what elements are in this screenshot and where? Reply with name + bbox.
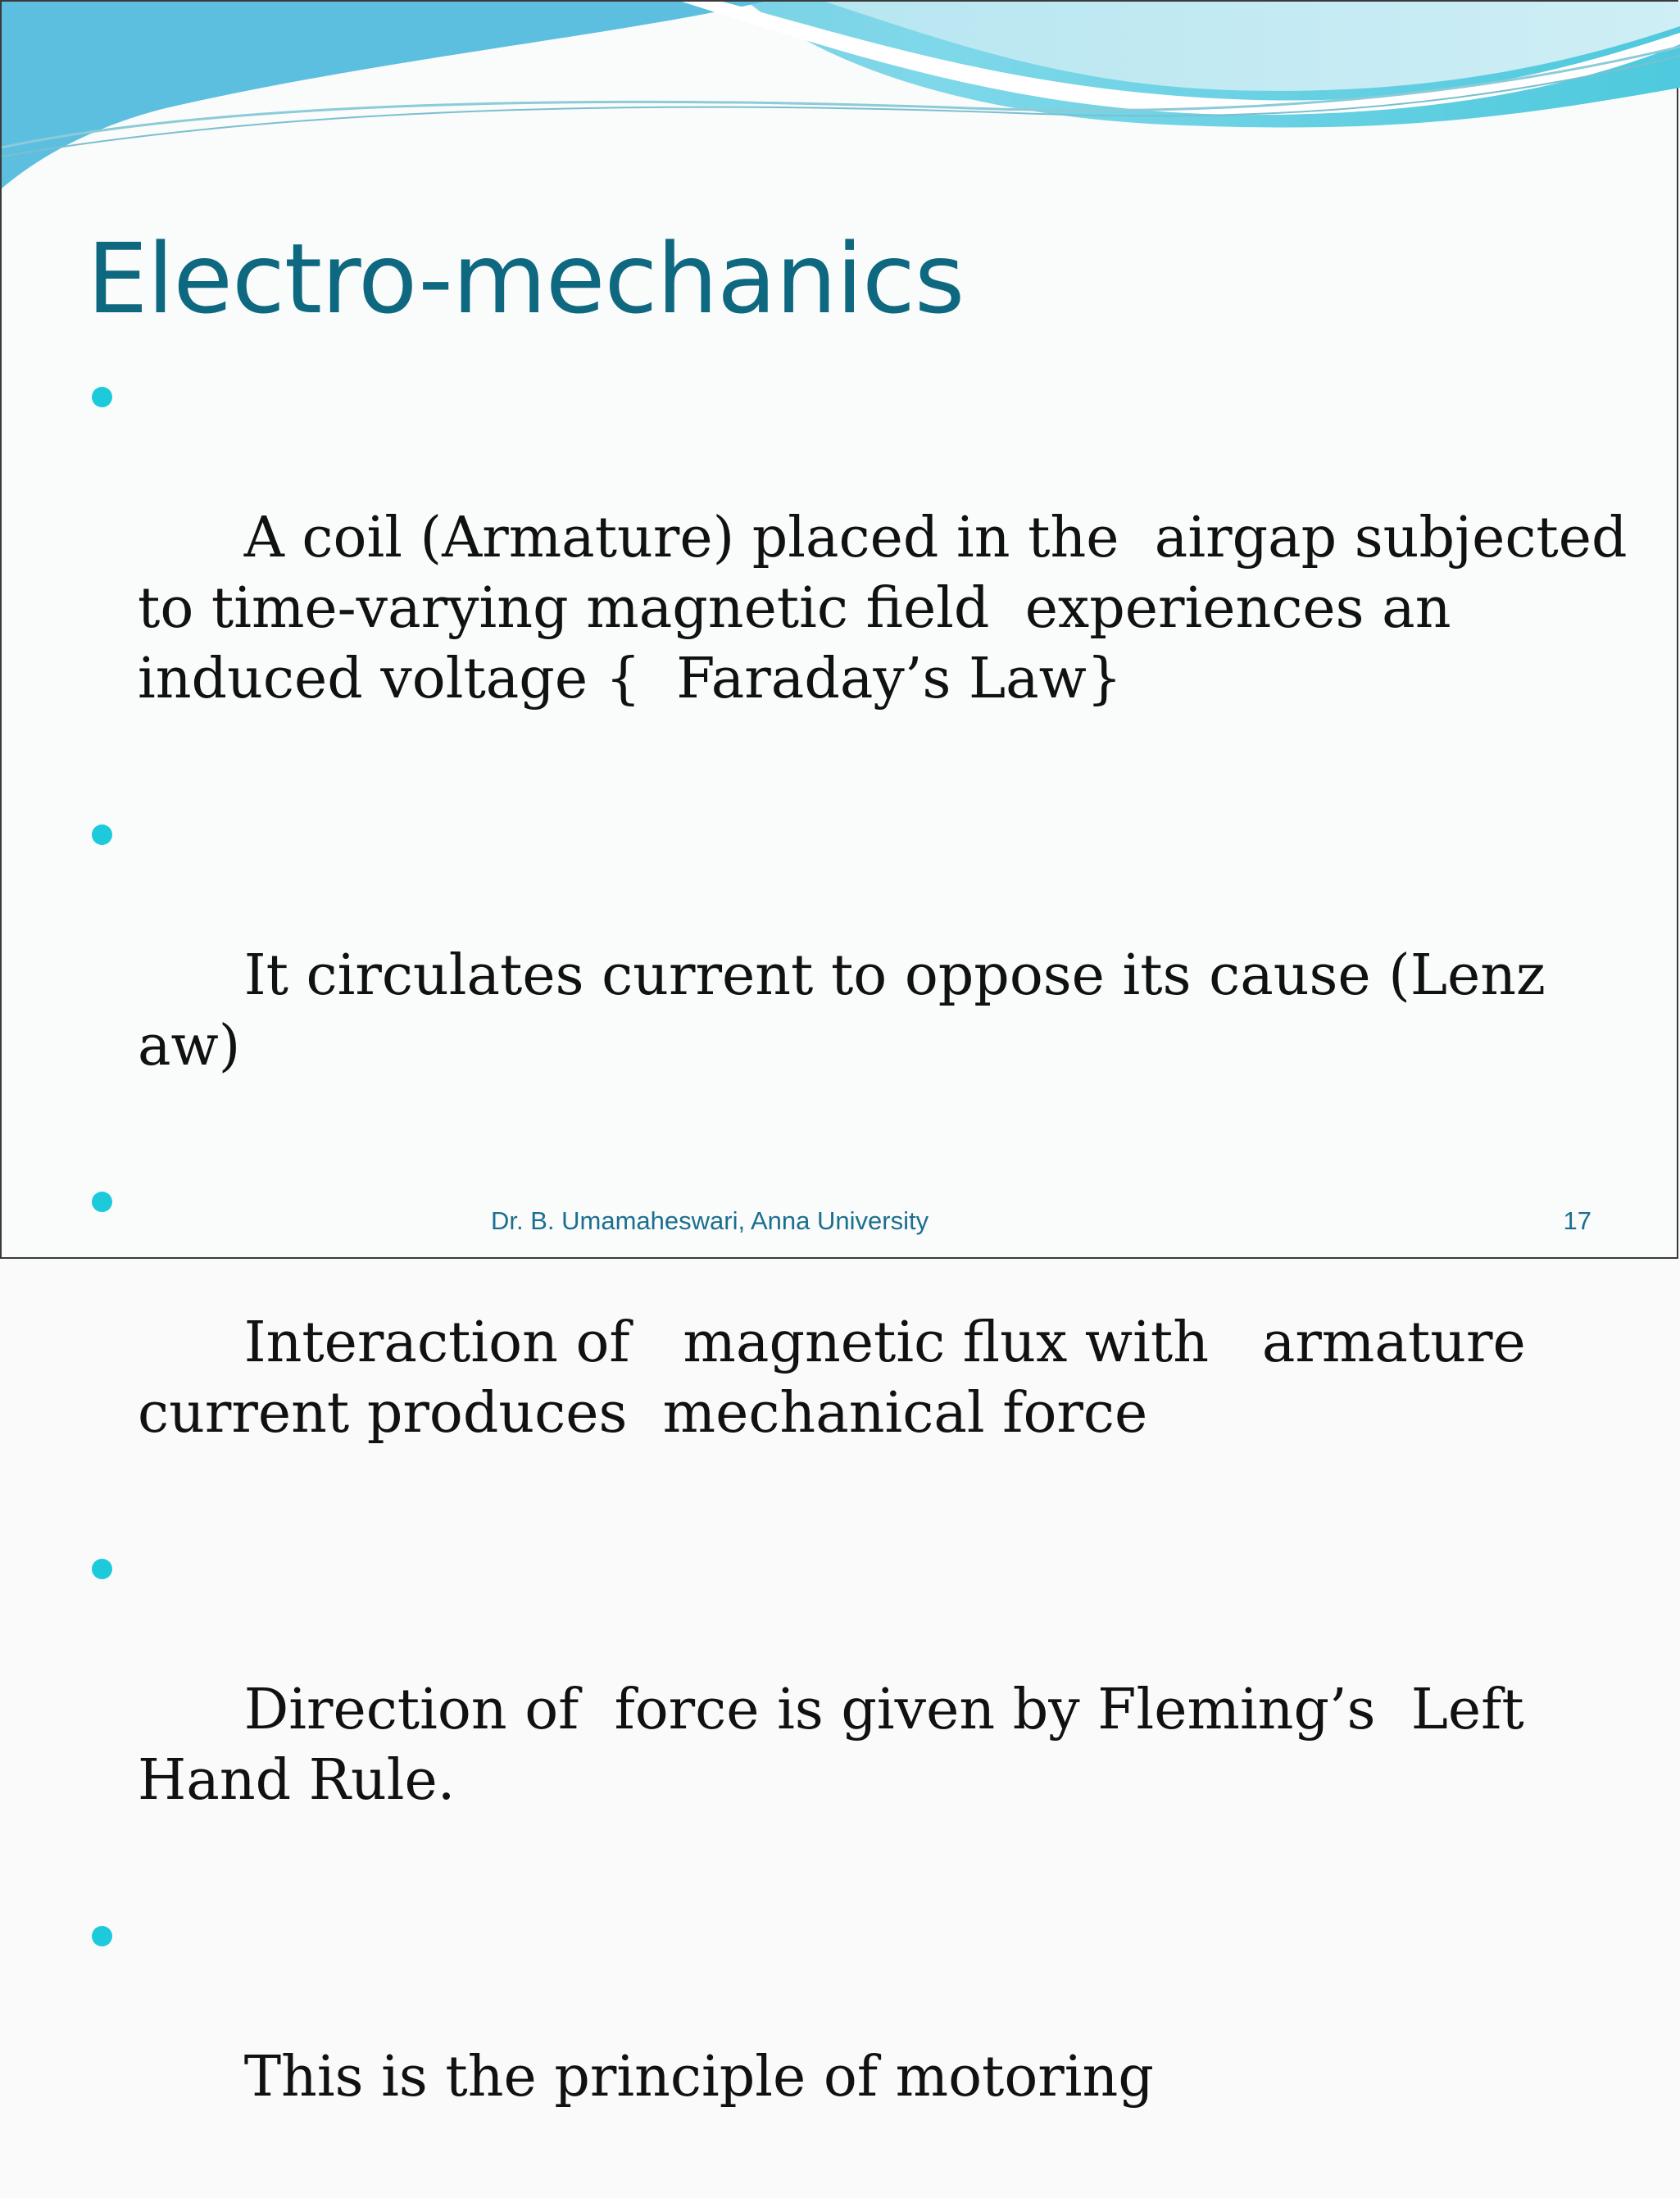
bullet-item-lenz xyxy=(87,800,1628,1152)
bullet-item-motoring xyxy=(87,1901,1628,2183)
slide-page-number: 17 xyxy=(1563,1206,1591,1235)
bullet-list xyxy=(87,362,1646,2198)
bullet-dot-icon xyxy=(92,824,112,845)
bullet-item-fleming xyxy=(87,1534,1628,1887)
slide-title: Electro-mechanics xyxy=(87,222,965,335)
bullet-text: A coil (Armature) placed in the airgap subjected to time-varying magnetic field experiences an induced voltage { Faraday’s Law} xyxy=(138,506,1646,711)
wave-lower-shape xyxy=(2,2,764,188)
bullet-text: This is the principle of motoring xyxy=(243,2045,1154,2109)
bullet-text: It circulates current to oppose its cause (Lenz aw) xyxy=(138,943,1564,1079)
bullet-dot-icon xyxy=(92,1192,112,1212)
footer-author: Dr. B. Umamaheswari, Anna University xyxy=(491,1206,929,1235)
bullet-item-faraday xyxy=(87,362,1646,785)
bullet-text: Direction of force is given by Fleming’s Left Hand Rule. xyxy=(138,1678,1542,1813)
bullet-dot-icon xyxy=(92,1559,112,1579)
bullet-dot-icon xyxy=(92,387,112,407)
bullet-dot-icon xyxy=(92,1926,112,1946)
bullet-text: Interaction of magnetic flux with armature current produces mechanical force xyxy=(138,1310,1544,1446)
decorative-wave-header xyxy=(2,2,1680,198)
